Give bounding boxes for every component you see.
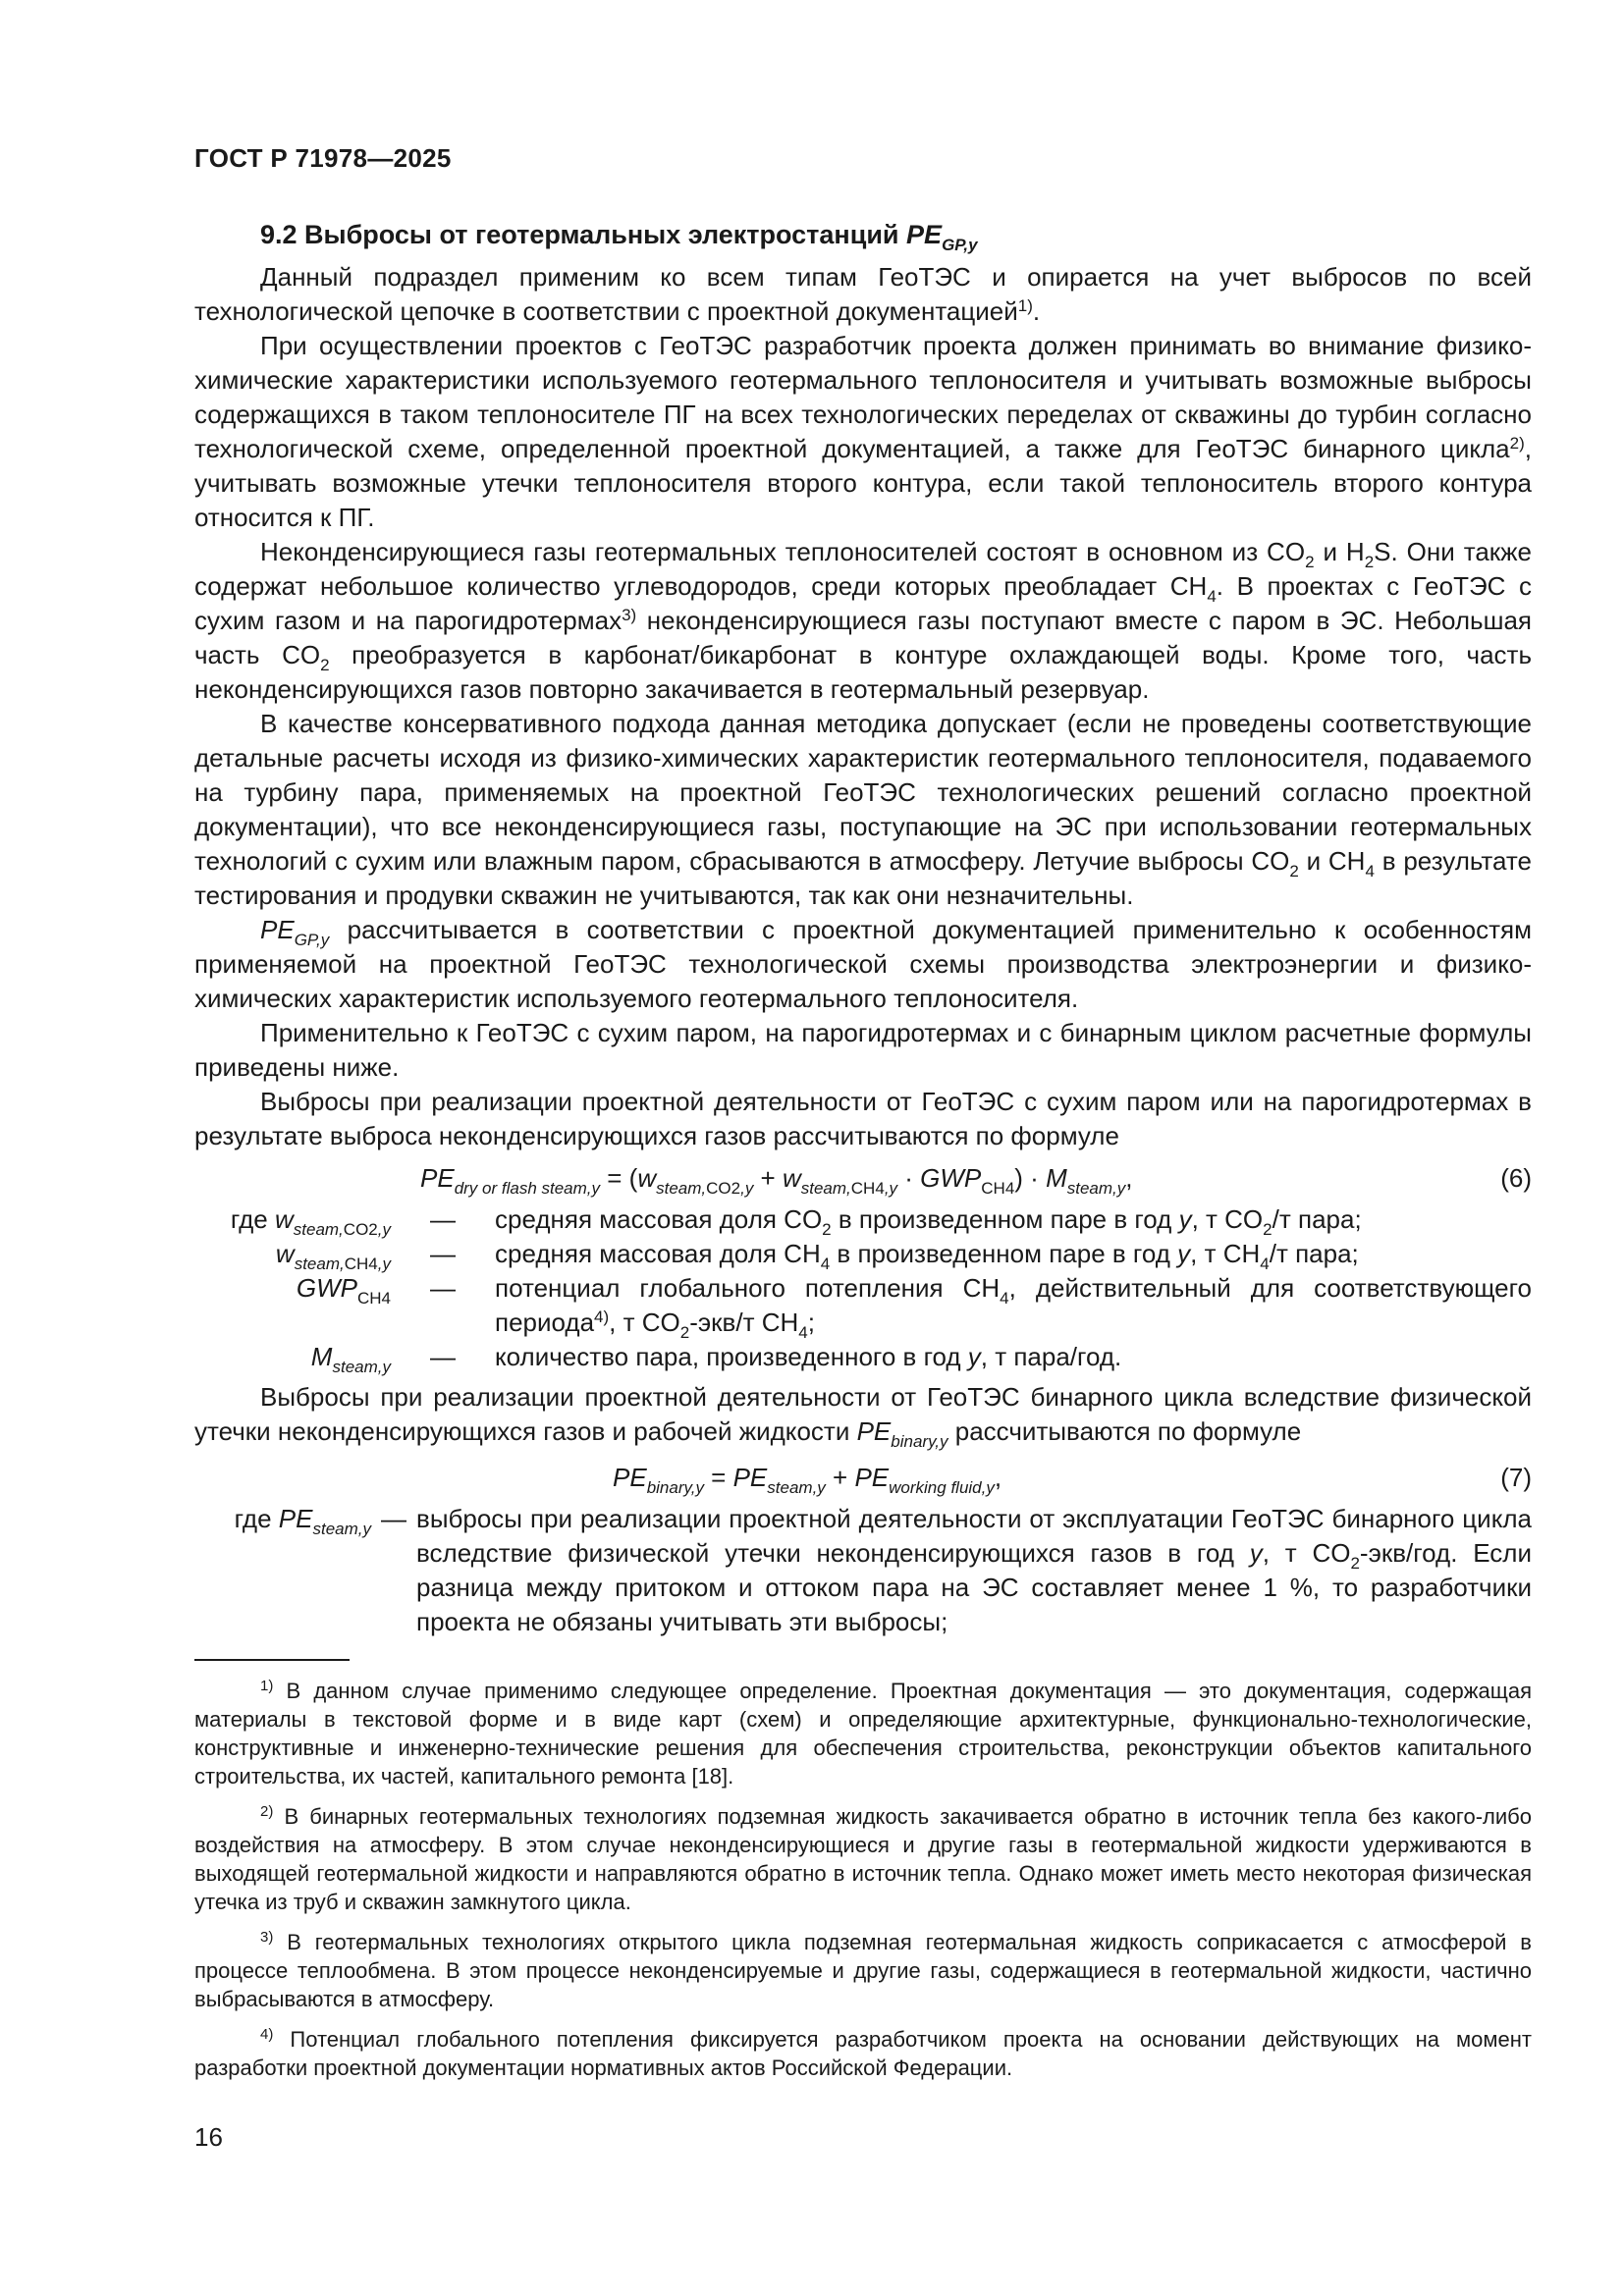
subscript: 2 [679, 1323, 690, 1342]
text-run: потенциал глобального потепления CH [495, 1273, 1001, 1303]
subscript: CO [343, 1220, 369, 1239]
text-run: = [703, 1463, 733, 1492]
definition-row [194, 1340, 1532, 1374]
text-run: В качестве консервативного подхода данная методика допускает (если не проведены соответствующие детальные расчеты исходя из физико-химических характеристик геотермального теплоносителя, подаваемого на турбину пара, применяемых на проектной ГеоТЭС технологических решений согласно проектной документации), что все неконденсирующиеся газы, поступающие на ЭС при использовании геотермальных технологий с сухим или влажным паром, сбрасываются в атмосферу. Летучие выбросы CO [194, 709, 1532, 876]
text-run: M [310, 1342, 333, 1371]
text-run: , т пара/год. [980, 1342, 1122, 1371]
text-run: и CH [1298, 846, 1366, 876]
subscript: CH [356, 1289, 382, 1308]
subscript: 2 [822, 1220, 832, 1239]
formula-7-definitions [194, 1502, 1532, 1639]
subscript: steam, [800, 1179, 851, 1198]
subscript: steam, [294, 1255, 345, 1273]
text-run: PE [260, 915, 295, 944]
subscript: 2 [1364, 553, 1375, 571]
definition-dash: — [430, 1239, 456, 1268]
subscript: 4 [368, 1255, 378, 1273]
text-run: В бинарных геотермальных технологиях подземная жидкость закачивается обратно в источник тепла без какого-либо воздействия на атмосферу. В этом случае неконденсирующиеся и другие газы в геотермальной жидкости удерживаются в выходящей геотермальной жидкости и направляются обратно в источник тепла. Однако может иметь место некоторая физическая утечка из труб и скважин замкнутого цикла. [194, 1804, 1532, 1914]
intro-paragraphs [194, 260, 1532, 1153]
subscript: GP,y [942, 236, 978, 254]
text-run: ) · [1014, 1163, 1047, 1193]
text-run: GWP [296, 1273, 357, 1303]
text-run: w [637, 1163, 657, 1193]
subscript: 4 [1365, 862, 1375, 881]
text-run: рассчитывается в соответствии с проектной документацией применительно к особенностям применяемой на проектной ГеоТЭС технологической схемы производства электроэнергии и физико-химических характеристик используемого геотермального теплоносителя. [194, 915, 1532, 1013]
subscript: CH [850, 1179, 876, 1198]
superscript: 4) [594, 1308, 610, 1326]
text-run: -экв/т CH [689, 1308, 799, 1337]
subscript: dry or flash steam,y [454, 1179, 601, 1198]
definition-term [194, 1271, 391, 1306]
text-run: , действительный для соответствующего периода [495, 1273, 1532, 1337]
text-run: рассчитываются по формуле [947, 1416, 1302, 1446]
text-run: , т CO [1191, 1204, 1264, 1234]
definition-dash: — [430, 1342, 456, 1371]
text-run: , т CO [1262, 1538, 1351, 1568]
subscript: ,y [884, 1179, 898, 1198]
subscript: ,y [740, 1179, 754, 1198]
subscript: 4 [875, 1179, 885, 1198]
subscript: steam,y [332, 1358, 391, 1376]
text-run: y [967, 1342, 981, 1371]
text-run: · [897, 1163, 921, 1193]
definition-dash: — [430, 1204, 456, 1234]
definition-description [495, 1340, 1532, 1374]
text-run: где [230, 1204, 275, 1234]
text-run: При осуществлении проектов с ГеоТЭС разработчик проекта должен принимать во внимание физико-химические характеристики используемого геотермального теплоносителя и учитывать возможные выбросы содержащихся в таком теплоносителе ПГ на всех технологических переделах от скважины до турбин согласно технологической схеме, определенной проектной документацией, а также для ГеоТЭС бинарного цикла [194, 331, 1532, 463]
binary-cycle-paragraph [194, 1380, 1532, 1449]
subscript: 2 [1350, 1554, 1360, 1573]
formula-7-line [194, 1457, 1532, 1498]
superscript: 1) [1017, 296, 1033, 315]
text-run: 9.2 Выбросы от геотермальных электростанций [260, 220, 907, 249]
definition-description [495, 1271, 1532, 1340]
text-run: В данном случае применимо следующее определение. Проектная документация — это документация, содержащая материалы в текстовой форме и в виде карт (схем) и определяющие архитектурные, функционально-технологические, конструктивные и инженерно-технические решения для обеспечения строительства, реконструкции объектов капитального строительства, их частей, капитального ремонта [18]. [194, 1679, 1532, 1789]
text-run: ; [807, 1308, 815, 1337]
definition-dash: — [430, 1273, 456, 1303]
superscript: 2) [1509, 434, 1525, 453]
subscript: 4 [798, 1323, 808, 1342]
text-run: GWP [920, 1163, 982, 1193]
page-number: 16 [194, 2122, 223, 2152]
definition-term [194, 1237, 391, 1271]
text-run: в произведенном паре в год [830, 1239, 1178, 1268]
text-run: PE [854, 1463, 890, 1492]
subscript: binary,y [646, 1478, 704, 1497]
superscript: 3) [622, 606, 637, 624]
text-run: выбросы при реализации проектной деятельности от эксплуатации ГеоТЭС бинарного цикла вследствие физической утечки неконденсирующихся газов в год [416, 1504, 1532, 1568]
subscript: steam,y [312, 1520, 371, 1538]
text-run: /т пара; [1272, 1204, 1362, 1234]
definition-row [194, 1502, 1532, 1639]
superscript: 2) [260, 1803, 274, 1820]
footnote [194, 1677, 1532, 1790]
subscript: 2 [368, 1220, 378, 1239]
body-paragraph [194, 1085, 1532, 1153]
text-run: Выбросы при реализации проектной деятельности от ГеоТЭС бинарного цикла вследствие физической утечки неконденсирующихся газов и рабочей жидкости [194, 1382, 1532, 1446]
text-run: . В проектах с ГеоТЭС с сухим газом и на парогидротермах [194, 571, 1532, 635]
subscript: 2 [1289, 862, 1299, 881]
superscript: 3) [260, 1929, 274, 1946]
text-run: + [825, 1463, 855, 1492]
text-run: Данный подраздел применим ко всем типам ГеоТЭС и опирается на учет выбросов по всей технологической цепочке в соответствии с проектной документацией [194, 262, 1532, 326]
text-run: . [1032, 296, 1041, 326]
text-run: средняя массовая доля CH [495, 1239, 821, 1268]
text-run: Неконденсирующиеся газы геотермальных теплоносителей состоят в основном из CO [260, 537, 1306, 566]
body-paragraph [194, 260, 1532, 329]
text-run: PE [906, 220, 943, 249]
body-paragraph [194, 913, 1532, 1016]
text-run: Выбросы при реализации проектной деятельности от ГеоТЭС с сухим паром или на парогидротермах в результате выброса неконденсирующихся газов рассчитываются по формуле [194, 1087, 1532, 1150]
text-run: Применительно к ГеоТЭС с сухим паром, на парогидротермах и с бинарным циклом расчетные формулы приведены ниже. [194, 1018, 1532, 1082]
body-paragraph [194, 1016, 1532, 1085]
text-run: y [1177, 1239, 1191, 1268]
subscript: 2 [1305, 553, 1315, 571]
formula-7-number: (7) [1500, 1463, 1532, 1492]
definition-term [194, 1502, 371, 1536]
text-run: PE [613, 1463, 647, 1492]
subscript: working fluid,y [889, 1478, 995, 1497]
superscript: 4) [260, 2026, 274, 2043]
subscript: 4 [381, 1289, 391, 1308]
text-run: PE [732, 1463, 768, 1492]
formula-6-line [194, 1157, 1532, 1199]
text-run: где [234, 1504, 279, 1533]
text-run: В геотермальных технологиях открытого цикла подземная геотермальная жидкость соприкасается с атмосферой в процессе теплообмена. В этом процессе неконденсируемые и другие газы, содержащиеся в геотермальной жидкости, частично выбрасываются в атмосферу. [194, 1930, 1532, 2011]
subscript: 4 [1260, 1255, 1270, 1273]
text-run: /т пара; [1269, 1239, 1359, 1268]
text-run: в произведенном паре в год [831, 1204, 1179, 1234]
text-run: Потенциал глобального потепления фиксируется разработчиком проекта на основании действующих на момент разработки проектной документации нормативных актов Российской Федерации. [194, 2027, 1532, 2080]
definition-row [194, 1237, 1532, 1271]
text-run: w [782, 1163, 801, 1193]
subscript: 4 [820, 1255, 831, 1273]
page-header-standard-id: ГОСТ Р 71978—2025 [194, 143, 452, 173]
text-run: преобразуется в карбонат/бикарбонат в контуре охлаждающей воды. Кроме того, часть неконденсирующихся газов повторно закачивается в геотермальный резервуар. [194, 640, 1532, 704]
text-run: в результате тестирования и продувки скважин не учитываются, так как они незначительны. [194, 846, 1533, 910]
footnote [194, 1928, 1532, 2013]
subscript: binary,y [891, 1432, 948, 1451]
subscript: GP,y [294, 931, 330, 949]
subscript: ,y [377, 1255, 391, 1273]
text-run: и H [1314, 537, 1365, 566]
text-run: y [1249, 1538, 1263, 1568]
definition-row [194, 1271, 1532, 1340]
page-content [194, 218, 1532, 2094]
text-run: , учитывать возможные утечки теплоносителя второго контура, если такой теплоноситель второго контура относится к ПГ. [194, 434, 1532, 532]
subscript: CO [706, 1179, 731, 1198]
footnote-separator [194, 1659, 350, 1661]
text-run: , [994, 1463, 1002, 1492]
definition-row [194, 1202, 1532, 1237]
formula-6 [420, 1157, 1133, 1199]
subscript: 2 [1263, 1220, 1272, 1239]
definition-dash: — [381, 1504, 406, 1533]
text-run: -экв/год. Если разница между притоком и оттоком пара на ЭС составляет менее 1 %, то разработчики проекта не обязаны учитывать эти выбросы; [416, 1538, 1532, 1636]
text-run: M [1046, 1163, 1067, 1193]
text-run: = ( [600, 1163, 638, 1193]
subscript: CH [981, 1179, 1005, 1198]
subscript: 4 [1207, 587, 1217, 606]
body-paragraph [194, 329, 1532, 535]
superscript: 1) [260, 1678, 274, 1694]
text-run: , т CO [609, 1308, 680, 1337]
text-run: PE [278, 1504, 313, 1533]
body-paragraph [194, 707, 1532, 913]
text-run: + [753, 1163, 783, 1193]
subscript: steam, [656, 1179, 707, 1198]
definition-description [495, 1202, 1532, 1237]
text-run: количество пара, произведенного в год [495, 1342, 968, 1371]
text-run: неконденсирующиеся газы поступают вместе с паром в ЭС. Небольшая часть CO [194, 606, 1533, 669]
subscript: 4 [1000, 1289, 1009, 1308]
subscript: 4 [1004, 1179, 1015, 1198]
subscript: CH [344, 1255, 369, 1273]
text-run: PE [420, 1163, 455, 1193]
subscript: 2 [320, 656, 330, 674]
text-run: средняя массовая доля CO [495, 1204, 823, 1234]
text-run: y [1178, 1204, 1192, 1234]
definition-description [495, 1237, 1532, 1271]
formula-7 [613, 1457, 1001, 1498]
text-run: w [275, 1239, 295, 1268]
footnote [194, 1802, 1532, 1916]
text-run: S. Они также содержат небольшое количество углеводородов, среди которых преобладает CH [194, 537, 1533, 601]
footnote [194, 2025, 1532, 2082]
subscript: ,y [377, 1220, 391, 1239]
subscript: steam,y [1066, 1179, 1126, 1198]
formula-6-number: (6) [1500, 1163, 1532, 1193]
text-run: PE [856, 1416, 892, 1446]
section-heading [194, 218, 1532, 252]
body-paragraph [194, 535, 1532, 707]
subscript: 2 [731, 1179, 741, 1198]
definition-description [416, 1502, 1532, 1639]
text-run: , [1125, 1163, 1133, 1193]
text-run: w [274, 1204, 294, 1234]
subscript: steam,y [767, 1478, 826, 1497]
text-run: , т CH [1190, 1239, 1261, 1268]
footnotes [194, 1677, 1532, 2082]
definition-term [194, 1340, 391, 1374]
subscript: steam, [293, 1220, 344, 1239]
definition-term [194, 1202, 391, 1237]
formula-6-definitions [194, 1202, 1532, 1374]
